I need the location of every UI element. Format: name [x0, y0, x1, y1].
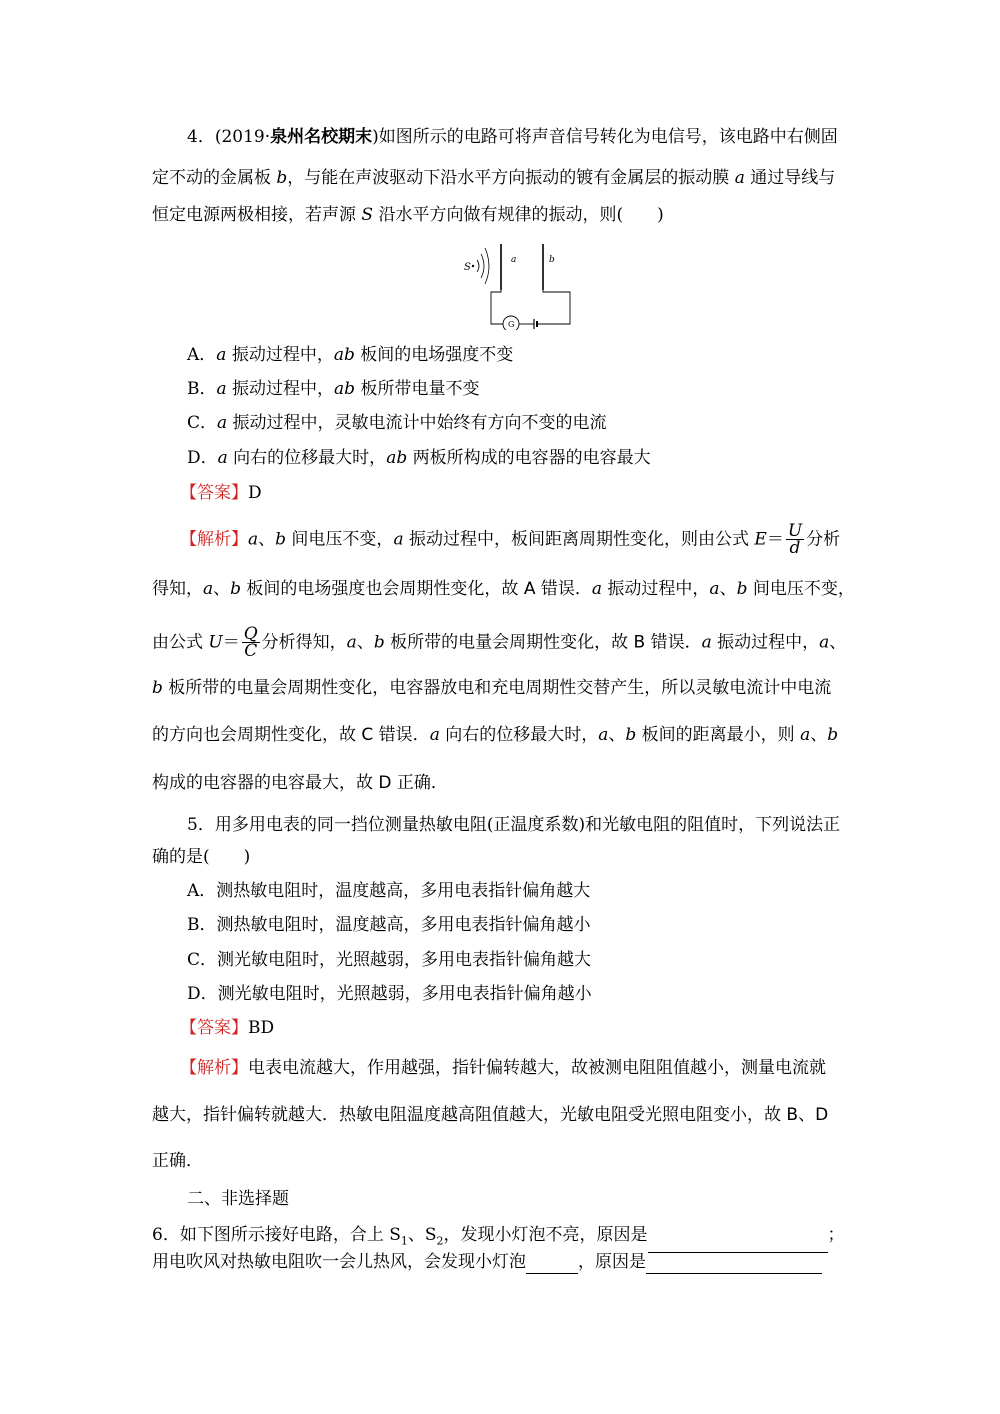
q5-answer	[180, 1016, 880, 1040]
section-title: 二、非选择题	[187, 1189, 289, 1209]
answer-tag: 【答案】	[180, 483, 248, 503]
sound-wave-1	[477, 260, 479, 272]
q5-option-c: C．测光敏电阻时，光照越弱，多用电表指针偏角越大	[187, 950, 592, 970]
answer-blank-3[interactable]	[646, 1255, 822, 1274]
q4-option-a: A．a 振动过程中，ab 板间的电场强度不变	[187, 345, 514, 365]
q4-option-d: D．a 向右的位移最大时，ab 两板所构成的电容器的电容最大	[187, 448, 651, 468]
q5-analysis-line3: 正确．	[152, 1151, 203, 1171]
q4-option-c: C．a 振动过程中，灵敏电流计中始终有方向不变的电流	[187, 413, 607, 433]
q5-stem-line2: 确的是( )	[152, 847, 251, 867]
q6-line1: 6．如下图所示接好电路，合上 $S_1$、$S_2$，发现小灯泡不亮，原因是 ；	[152, 1223, 852, 1253]
q4-analysis-line1: 【解析】a、b 间电压不变，a 振动过程中，板间距离周期性变化，则由公式 E＝ $\frac{U}{d}$ 分析	[180, 521, 841, 558]
fraction-q-over-c: $\frac{Q}{C}$	[243, 624, 258, 661]
q4-answer	[180, 481, 880, 505]
q5-option-d: D．测光敏电阻时，光照越弱，多用电表指针偏角越小	[187, 984, 592, 1004]
answer-tag: 【答案】	[180, 1018, 248, 1038]
q5-option-a: A．测热敏电阻时，温度越高，多用电表指针偏角越大	[187, 881, 591, 901]
figure-label-meter: G	[508, 320, 515, 329]
q5-stem-line1: 5．用多用电表的同一挡位测量热敏电阻(正温度系数)和光敏电阻的阻值时，下列说法正	[187, 815, 841, 835]
q4-stem-line1: 4．(2019·泉州名校期末)如图所示的电路可将声音信号转化为电信号，该电路中右侧固	[187, 127, 838, 147]
wire-left	[491, 290, 503, 324]
q5-option-b: B．测热敏电阻时，温度越高，多用电表指针偏角越小	[187, 915, 591, 935]
sound-wave-2	[481, 254, 484, 278]
figure-label-source: S	[464, 262, 471, 273]
answer-value: D	[248, 483, 262, 503]
q5-analysis-line2: 越大，指针偏转就越大．热敏电阻温度越高阻值越大，光敏电阻受光照电阻变小，故 B、D	[152, 1105, 829, 1125]
sound-wave-3	[485, 248, 489, 284]
sound-source-dot	[472, 265, 474, 267]
q4-analysis-line4: b 板所带的电量会周期性变化，电容器放电和充电周期性交替产生，所以灵敏电流计中电流	[152, 678, 832, 698]
q4-option-b: B．a 振动过程中，ab 板所带电量不变	[187, 379, 480, 399]
answer-value: BD	[248, 1018, 275, 1038]
q5-analysis-line1: 【解析】电表电流越大，作用越强，指针偏转越大，故被测电阻阻值越小，测量电流就	[180, 1058, 826, 1078]
q4-analysis-line6: 构成的电容器的电容最大，故 D 正确．	[152, 773, 448, 793]
analysis-tag: 【解析】	[180, 1058, 248, 1078]
q4-analysis-line2: 得知，a、b 板间的电场强度也会周期性变化，故 A 错误．a 振动过程中，a、b 间电压不变，	[152, 579, 855, 599]
circuit-figure	[462, 232, 574, 330]
q4-analysis-line5: 的方向也会周期性变化，故 C 错误．a 向右的位移最大时，a、b 板间的距离最小，则 a、b	[152, 725, 839, 745]
analysis-tag: 【解析】	[180, 529, 248, 550]
q4-analysis-line3: 由公式 U＝ $\frac{Q}{C}$ 分析得知，a、b 板所带的电量会周期性变化，故 B 错误．a 振动过程中，a、	[152, 624, 847, 661]
answer-blank-2[interactable]	[526, 1255, 578, 1274]
fraction-u-over-d: $\frac{U}{d}$	[787, 521, 803, 558]
q6-line2: 用电吹风对热敏电阻吹一会儿热风，会发现小灯泡 ，原因是	[152, 1250, 852, 1274]
q4-stem-line2: 定不动的金属板 b，与能在声波驱动下沿水平方向振动的镀有金属层的振动膜 a 通过导线与	[152, 168, 836, 188]
figure-label-a: a	[511, 255, 517, 265]
q4-stem-line3: 恒定电源两极相接，若声源 S 沿水平方向做有规律的振动，则( )	[152, 205, 664, 225]
figure-label-b: b	[549, 255, 555, 265]
wire-right	[537, 290, 570, 324]
